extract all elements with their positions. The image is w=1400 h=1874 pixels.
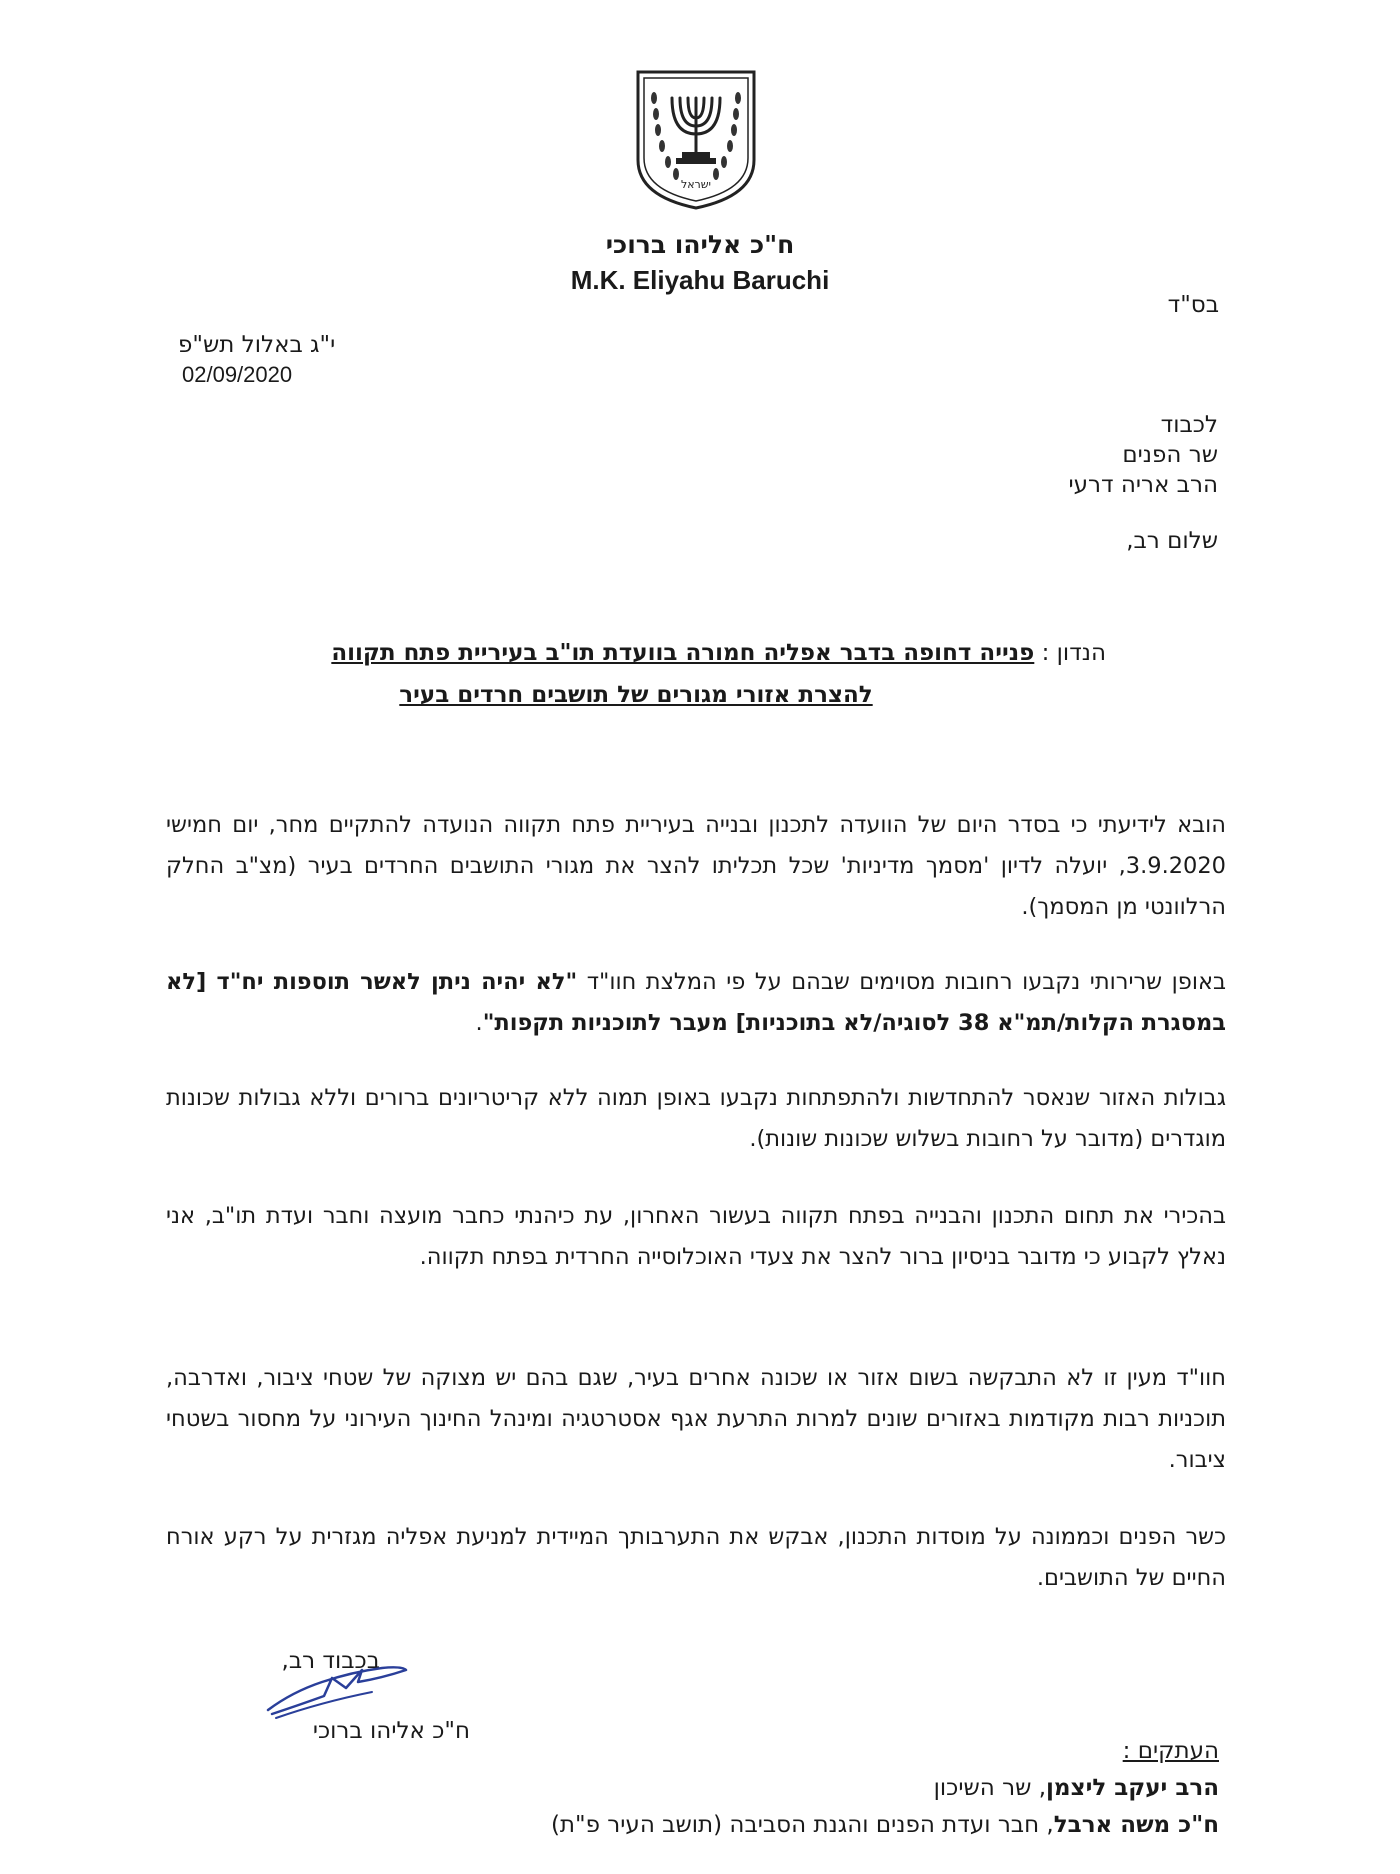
body-paragraph-2-quote: "לא יהיה ניתן לאשר תוספות יח"ד [לא במסגרת הקלות/תמ"א 38 לסוגיה/לא בתוכניות] מעבר לתוכניות תקפות"	[166, 969, 1226, 1036]
body-paragraph-1: הובא לידיעתי כי בסדר היום של הוועדה לתכנון ובנייה בעיריית פתח תקווה הנועדה להתקיים מחר, יום חמישי 3.9.2020, יועלה לדיון 'מסמך מדיניות' שכל תכליתו להצר את מגורי התושבים החרדים בעיר (מצ"ב החלק הרלוונטי מן המסמך).	[166, 812, 1226, 920]
body-paragraph-5: חוו"ד מעין זו לא התבקשה בשום אזור או שכונה אחרים בעיר, שגם בהם יש מצוקה של שטחי ציבור, ואדרבה, תוכניות רבות מקודמות באזורים שונים למרות התרעת אגף אסטרטגיה ומינהל החינוך העירוני על מחסור בשטחי ציבור.	[166, 1365, 1226, 1473]
cc-recipient-2-title: , חבר ועדת הפנים והגנת הסביבה (תושב העיר פ"ת)	[550, 1812, 1054, 1838]
subject-line-2: להצרת אזורי מגורים של תושבים חרדים בעיר	[399, 682, 873, 708]
body-paragraph-6: כשר הפנים וכממונה על מוסדות התכנון, אבקש את התערבותך המיידית למניעת אפליה מגזרית על רקע אורח החיים של התושבים.	[166, 1524, 1226, 1591]
cc-recipient-1-title: , שר השיכון	[933, 1775, 1047, 1801]
body-paragraph-4: בהכירי את תחום התכנון והבנייה בפתח תקווה בעשור האחרון, עת כיהנתי כחבר מועצה וחבר ועדת תו"ב, אני נאלץ לקבוע כי מדובר בניסיון ברור להצר את צעדי האוכלוסייה החרדית בפתח תקווה.	[166, 1203, 1226, 1270]
recipient-block	[1068, 410, 1218, 500]
bsd-mark: בס"ד	[1167, 292, 1219, 318]
state-emblem-icon	[634, 68, 758, 212]
cc-recipient-2-name: ח"כ משה ארבל	[1053, 1812, 1219, 1838]
handwritten-signature-icon	[262, 1652, 412, 1722]
body-paragraph-2	[166, 962, 1226, 1044]
greeting: שלום רב,	[1126, 528, 1218, 554]
hebrew-date: י"ג באלול תש"פ	[178, 332, 336, 358]
gregorian-date: 02/09/2020	[182, 362, 293, 387]
body-paragraph-2-end: .	[475, 1010, 483, 1036]
subject-label: הנדון :	[1041, 640, 1106, 666]
emblem-word: ישראל	[680, 178, 712, 191]
cc-label: העתקים :	[1122, 1738, 1219, 1764]
recipient-honorific: לכבוד	[1160, 412, 1218, 438]
sign-off: בכבוד רב,	[281, 1648, 380, 1674]
recipient-name: הרב אריה דרעי	[1068, 472, 1218, 498]
cc-recipient-1-name: הרב יעקב ליצמן	[1046, 1775, 1219, 1801]
recipient-title: שר הפנים	[1122, 442, 1218, 468]
subject-block	[206, 632, 1106, 716]
body-paragraph-3: גבולות האזור שנאסר להתחדשות ולהתפתחות נקבעו באופן תמוה ללא קריטריונים ברורים וללא גבולות שכונות מוגדרים (מדובר על רחובות בשלוש שכונות שונות).	[166, 1085, 1226, 1152]
subject-line-1: פנייה דחופה בדבר אפליה חמורה בוועדת תו"ב בעיריית פתח תקווה	[331, 640, 1035, 666]
mk-name-english: M.K. Eliyahu Baruchi	[570, 265, 830, 295]
body-paragraph-2-start: באופן שרירותי נקבעו רחובות מסוימים שבהם על פי המלצת חוו"ד	[577, 969, 1226, 995]
signer-name: ח"כ אליהו ברוכי	[312, 1718, 470, 1744]
cc-recipient-1	[934, 1775, 1219, 1801]
cc-recipient-2	[551, 1812, 1219, 1838]
mk-name-hebrew: ח"כ אליהו ברוכי	[605, 230, 795, 259]
